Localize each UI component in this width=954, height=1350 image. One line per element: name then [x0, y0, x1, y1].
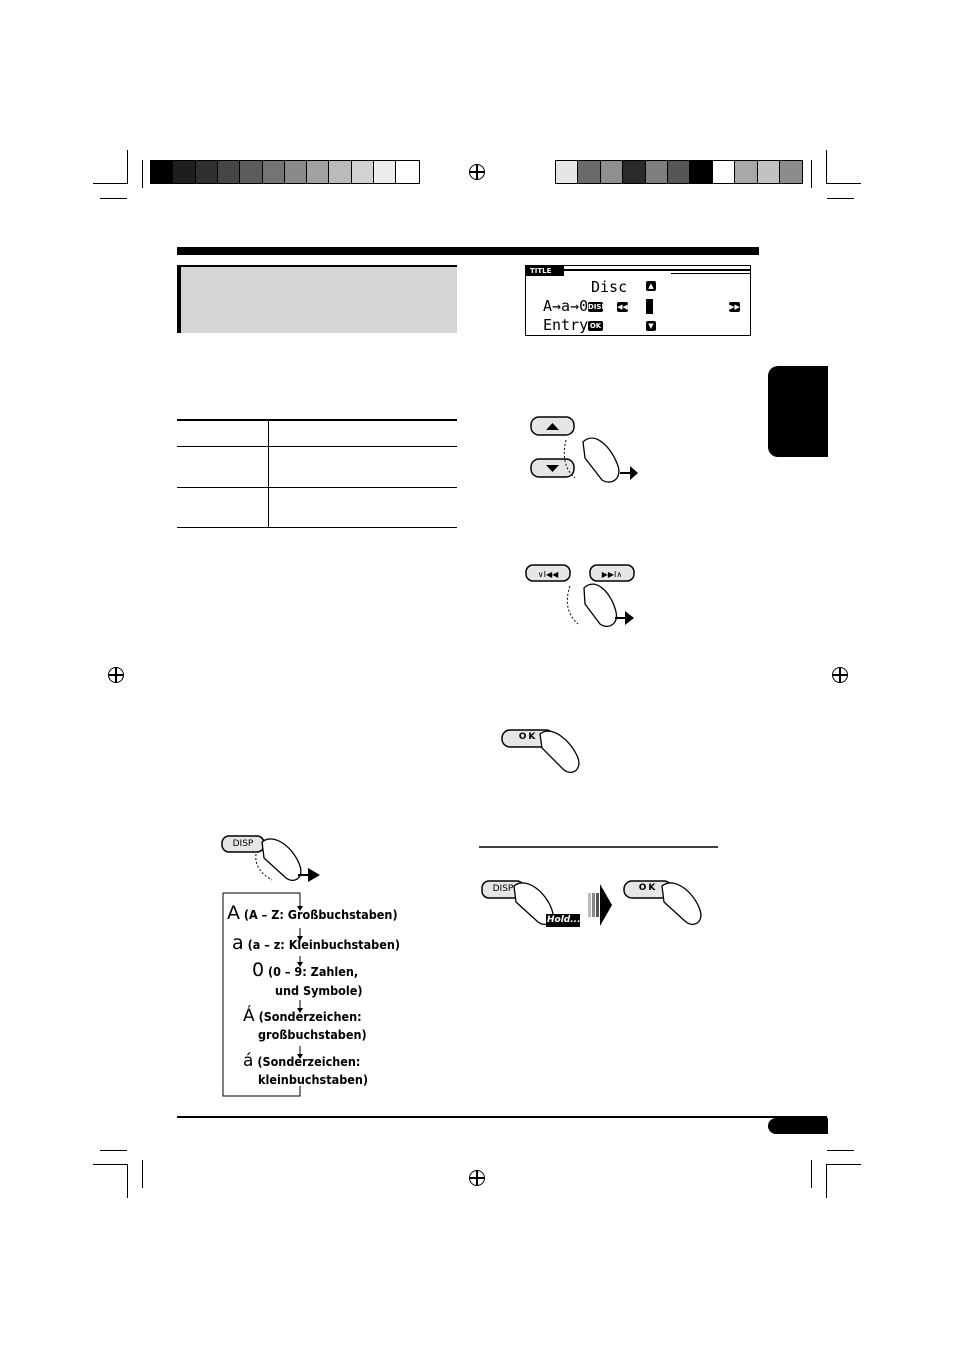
sequence-item-text-continued: kleinbuchstaben)	[258, 1072, 369, 1087]
down-arrow-icon: ▼	[646, 321, 656, 331]
sequence-item-special-lower	[243, 1053, 360, 1070]
lcd-line-entry: Entry	[543, 316, 589, 334]
sequence-item-special-upper	[243, 1008, 362, 1025]
hold-label: Hold....	[547, 915, 584, 925]
lcd-line-disc: Disc	[591, 278, 628, 296]
sequence-item-text: (A – Z: Großbuchstaben)	[243, 907, 398, 922]
sequence-item-text: (0 – 9: Zahlen,	[268, 964, 359, 979]
ok-button-label: OK	[518, 732, 538, 742]
finger-press-icon	[256, 839, 320, 882]
fast-forward-icon: ▶▶	[729, 303, 740, 311]
ok-button-label-2: OK	[638, 883, 658, 893]
finger-press-icon	[567, 584, 634, 626]
finger-press-icon	[662, 883, 701, 924]
sequence-item-text-continued: und Symbole)	[275, 983, 363, 998]
rewind-icon: ◀◀	[617, 303, 628, 311]
svg-text:▶▶I∧: ▶▶I∧	[601, 570, 623, 579]
lcd-line-char-mode: A→a→0	[543, 297, 589, 315]
sequence-item-text: (a – z: Kleinbuchstaben)	[247, 937, 400, 952]
sequence-item-text-continued: großbuchstaben)	[258, 1027, 367, 1042]
lcd-header-label: TITLE	[530, 267, 552, 275]
uppercase-glyph: A	[227, 902, 240, 924]
up-button-illustration	[531, 417, 574, 435]
sequence-item-numbers	[252, 959, 359, 981]
sequence-item-text: (Sonderzeichen:	[258, 1009, 362, 1024]
sequence-item-text: (Sonderzeichen:	[257, 1054, 361, 1069]
special-upper-glyph: Á	[243, 1006, 255, 1026]
sequence-item-uppercase	[227, 902, 398, 924]
lowercase-glyph: a	[232, 932, 244, 954]
disp-button-label: DISP	[232, 839, 254, 849]
up-arrow-icon: ▲	[646, 281, 656, 291]
svg-text:∨I◀◀: ∨I◀◀	[537, 570, 559, 579]
number-glyph: 0	[252, 959, 265, 981]
seek-back-button-illustration	[526, 565, 570, 581]
seek-forward-button-illustration	[590, 565, 634, 581]
lcd-disp-icon: DISP	[588, 303, 607, 311]
disp-hold-button-label: DISP	[492, 884, 514, 894]
lcd-ok-icon: OK	[589, 322, 602, 330]
finger-press-icon	[564, 438, 638, 482]
sequence-item-lowercase	[232, 932, 400, 954]
transition-arrow-icon	[588, 884, 612, 926]
special-lower-glyph: á	[243, 1051, 254, 1071]
